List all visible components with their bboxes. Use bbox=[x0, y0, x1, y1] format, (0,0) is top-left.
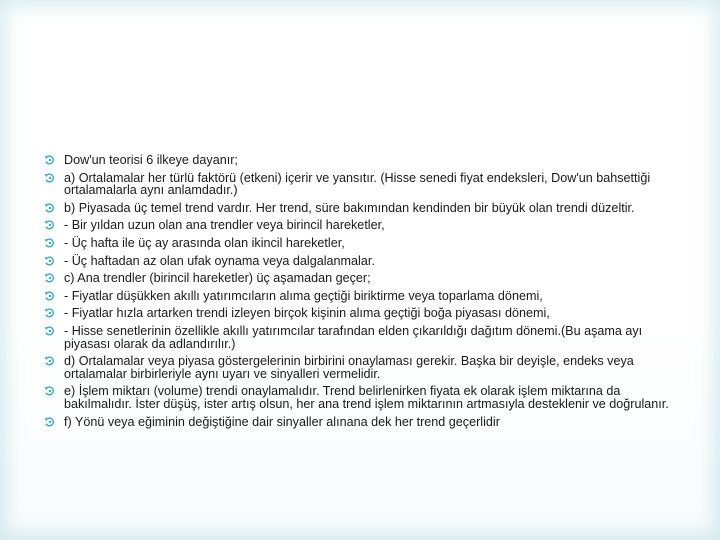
circle-arrow-bullet-icon bbox=[44, 173, 55, 183]
circle-arrow-bullet-icon bbox=[44, 386, 55, 396]
circle-arrow-bullet-icon bbox=[44, 203, 55, 213]
bullet-text: - Hisse senetlerinin özellikle akıllı yatırımcılar tarafından elden çıkarıldığı dağıtım dönemi.(Bu aşama ayı piyasası olarak da adlandırılır.) bbox=[64, 323, 643, 351]
bullet-item-3 bbox=[42, 202, 682, 215]
bullet-item-4 bbox=[42, 219, 682, 232]
circle-arrow-bullet-icon bbox=[44, 220, 55, 230]
bullet-text: - Fiyatlar düşükken akıllı yatırımcıların alıma geçtiği biriktirme veya toparlama dönemi, bbox=[64, 288, 543, 303]
circle-arrow-bullet-icon bbox=[44, 417, 55, 427]
bullet-item-13 bbox=[42, 416, 682, 429]
bullet-item-1 bbox=[42, 154, 682, 167]
bullet-item-7 bbox=[42, 272, 682, 285]
bullet-text: a) Ortalamalar her türlü faktörü (etkeni) içerir ve yansıtır. (Hisse senedi fiyat endeksleri, Dow'un bahsettiği ortalamalarla aynı anlamdadır.) bbox=[64, 170, 651, 198]
bullet-text: c) Ana trendler (birincil hareketler) üç aşamadan geçer; bbox=[64, 271, 371, 286]
bullet-text: e) İşlem miktarı (volume) trendi onaylamalıdır. Trend belirlenirken fiyata ek olarak işlem miktarına da bakılmalıdır. İster düşüş, ister artış olsun, her ana trend işlem miktarının artmasıyla desteklenir ve doğrulanır. bbox=[64, 384, 669, 411]
bullet-list bbox=[42, 154, 682, 428]
bullet-item-11 bbox=[42, 355, 682, 380]
bullet-text: - Bir yıldan uzun olan ana trendler veya birincil hareketler, bbox=[64, 218, 385, 233]
bullet-item-2 bbox=[42, 172, 682, 197]
bullet-text: - Üç hafta ile üç ay arasında olan ikincil hareketler, bbox=[64, 235, 345, 250]
bullet-item-8 bbox=[42, 290, 682, 303]
circle-arrow-bullet-icon bbox=[44, 356, 55, 366]
bullet-item-6 bbox=[42, 255, 682, 268]
circle-arrow-bullet-icon bbox=[44, 308, 55, 318]
bullet-item-12 bbox=[42, 385, 682, 410]
bullet-text: d) Ortalamalar veya piyasa göstergelerinin birbirini onaylaması gerekir. Başka bir deyişle, endeks veya ortalamalar birbirleriyle aynı uyarı ve sinyalleri vermelidir. bbox=[64, 354, 634, 381]
bullet-text: Dow'un teorisi 6 ilkeye dayanır; bbox=[64, 153, 238, 167]
circle-arrow-bullet-icon bbox=[44, 291, 55, 301]
bullet-item-9 bbox=[42, 307, 682, 320]
bullet-text: - Üç haftadan az olan ufak oynama veya dalgalanmalar. bbox=[64, 253, 375, 268]
bullet-text: b) Piyasada üç temel trend vardır. Her trend, süre bakımından kendinden bir büyük olan trendi düzeltir. bbox=[64, 200, 635, 215]
bullet-item-10 bbox=[42, 325, 682, 350]
bullet-text: f) Yönü veya eğiminin değiştiğine dair sinyaller alınana dek her trend geçerlidir bbox=[64, 414, 500, 429]
circle-arrow-bullet-icon bbox=[44, 256, 55, 266]
circle-arrow-bullet-icon bbox=[44, 273, 55, 283]
bullet-item-5 bbox=[42, 237, 682, 250]
content-area bbox=[42, 154, 682, 433]
bullet-text: - Fiyatlar hızla artarken trendi izleyen birçok kişinin alıma geçtiği boğa piyasası dönemi, bbox=[64, 306, 550, 321]
circle-arrow-bullet-icon bbox=[44, 155, 55, 165]
circle-arrow-bullet-icon bbox=[44, 238, 55, 248]
circle-arrow-bullet-icon bbox=[44, 326, 55, 336]
